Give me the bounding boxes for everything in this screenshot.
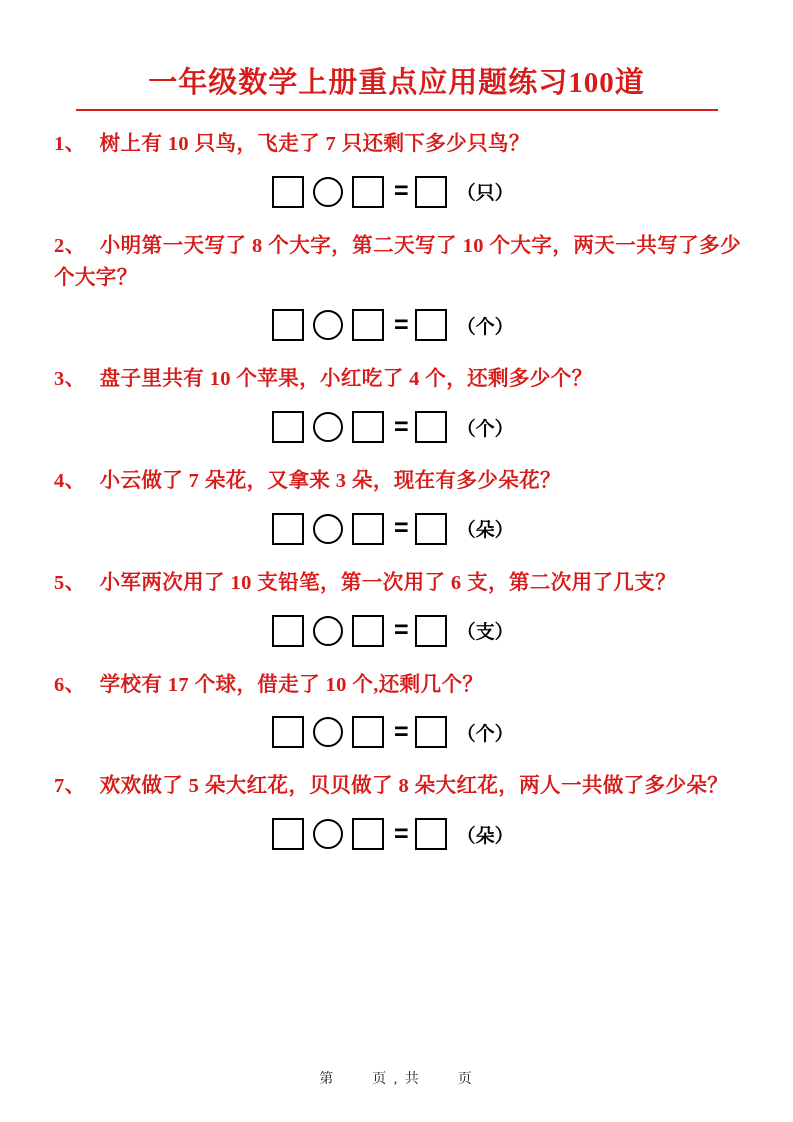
problem-number: 6、 xyxy=(54,673,86,696)
equals-sign: = xyxy=(394,514,409,543)
problem-text xyxy=(52,231,741,295)
footer-suffix: 页 xyxy=(457,1072,474,1087)
operator-circle[interactable] xyxy=(313,412,343,442)
answer-row xyxy=(52,813,741,855)
answer-box-result[interactable] xyxy=(415,309,447,341)
problem-item xyxy=(52,670,741,754)
answer-unit: （个） xyxy=(456,723,514,745)
answer-unit: （只） xyxy=(456,183,514,205)
equals-sign: = xyxy=(394,412,409,441)
problem-text xyxy=(52,670,741,702)
problem-number: 3、 xyxy=(54,368,86,391)
operator-circle[interactable] xyxy=(313,717,343,747)
problem-text xyxy=(52,129,741,161)
answer-box-result[interactable] xyxy=(415,716,447,748)
page-title: 一年级数学上册重点应用题练习100道 xyxy=(148,67,645,99)
problem-statement: 小军两次用了 10 支铅笔，第一次用了 6 支，第二次用了几支？ xyxy=(99,571,677,594)
answer-row xyxy=(52,711,741,753)
problem-item xyxy=(52,466,741,550)
problem-text xyxy=(52,364,741,396)
answer-box-operand-2[interactable] xyxy=(352,176,384,208)
problem-number: 4、 xyxy=(54,470,86,493)
problem-item xyxy=(52,129,741,213)
problem-number: 5、 xyxy=(54,571,86,594)
problem-statement: 学校有 17 个球，借走了 10 个,还剩几个？ xyxy=(99,673,484,696)
problem-statement: 盘子里共有 10 个苹果，小红吃了 4 个，还剩多少个？ xyxy=(99,368,593,391)
equals-sign: = xyxy=(394,310,409,339)
answer-box-operand-1[interactable] xyxy=(272,411,304,443)
answer-box-operand-2[interactable] xyxy=(352,411,384,443)
operator-circle[interactable] xyxy=(313,177,343,207)
problem-item xyxy=(52,364,741,448)
problem-text xyxy=(52,568,741,600)
footer-prefix: 第 xyxy=(319,1072,336,1087)
answer-box-operand-2[interactable] xyxy=(352,716,384,748)
problem-list xyxy=(52,129,741,855)
answer-unit: （支） xyxy=(456,622,514,644)
answer-box-operand-2[interactable] xyxy=(352,818,384,850)
answer-box-result[interactable] xyxy=(415,818,447,850)
answer-unit: （朵） xyxy=(456,825,514,847)
problem-number: 7、 xyxy=(54,775,86,798)
problem-text xyxy=(52,771,741,803)
footer-middle: 页 , 共 xyxy=(372,1072,421,1087)
problem-statement: 树上有 10 只鸟，飞走了 7 只还剩下多少只鸟？ xyxy=(99,133,530,155)
answer-box-operand-1[interactable] xyxy=(272,716,304,748)
answer-box-operand-2[interactable] xyxy=(352,513,384,545)
answer-box-operand-1[interactable] xyxy=(272,615,304,647)
answer-row xyxy=(52,610,741,652)
problem-number: 1、 xyxy=(54,133,86,155)
answer-unit: （朵） xyxy=(456,520,514,542)
problem-statement: 欢欢做了 5 朵大红花，贝贝做了 8 朵大红花，两人一共做了多少朵？ xyxy=(99,775,729,798)
answer-box-result[interactable] xyxy=(415,513,447,545)
problem-item xyxy=(52,231,741,347)
answer-box-result[interactable] xyxy=(415,176,447,208)
answer-box-operand-1[interactable] xyxy=(272,513,304,545)
answer-row xyxy=(52,508,741,550)
problem-text xyxy=(52,466,741,498)
answer-box-operand-1[interactable] xyxy=(272,176,304,208)
answer-box-result[interactable] xyxy=(415,411,447,443)
answer-row xyxy=(52,406,741,448)
equals-sign: = xyxy=(394,616,409,645)
answer-row xyxy=(52,304,741,346)
operator-circle[interactable] xyxy=(313,819,343,849)
problem-statement: 小明第一天写了 8 个大字，第二天写了 10 个大字，两天一共写了多少个大字？ xyxy=(54,234,741,289)
answer-box-operand-1[interactable] xyxy=(272,309,304,341)
equals-sign: = xyxy=(394,177,409,206)
answer-box-operand-2[interactable] xyxy=(352,615,384,647)
operator-circle[interactable] xyxy=(313,514,343,544)
answer-box-result[interactable] xyxy=(415,615,447,647)
problem-item xyxy=(52,568,741,652)
operator-circle[interactable] xyxy=(313,310,343,340)
problem-item xyxy=(52,771,741,855)
answer-unit: （个） xyxy=(456,418,514,440)
answer-unit: （个） xyxy=(456,316,514,338)
equals-sign: = xyxy=(394,819,409,848)
answer-row xyxy=(52,171,741,213)
answer-box-operand-1[interactable] xyxy=(272,818,304,850)
operator-circle[interactable] xyxy=(313,616,343,646)
answer-box-operand-2[interactable] xyxy=(352,309,384,341)
page-footer xyxy=(0,1068,793,1088)
equals-sign: = xyxy=(394,717,409,746)
problem-number: 2、 xyxy=(54,234,86,257)
title-divider xyxy=(76,109,718,111)
problem-statement: 小云做了 7 朵花，又拿来 3 朵，现在有多少朵花？ xyxy=(99,470,561,493)
title-block xyxy=(52,60,741,111)
